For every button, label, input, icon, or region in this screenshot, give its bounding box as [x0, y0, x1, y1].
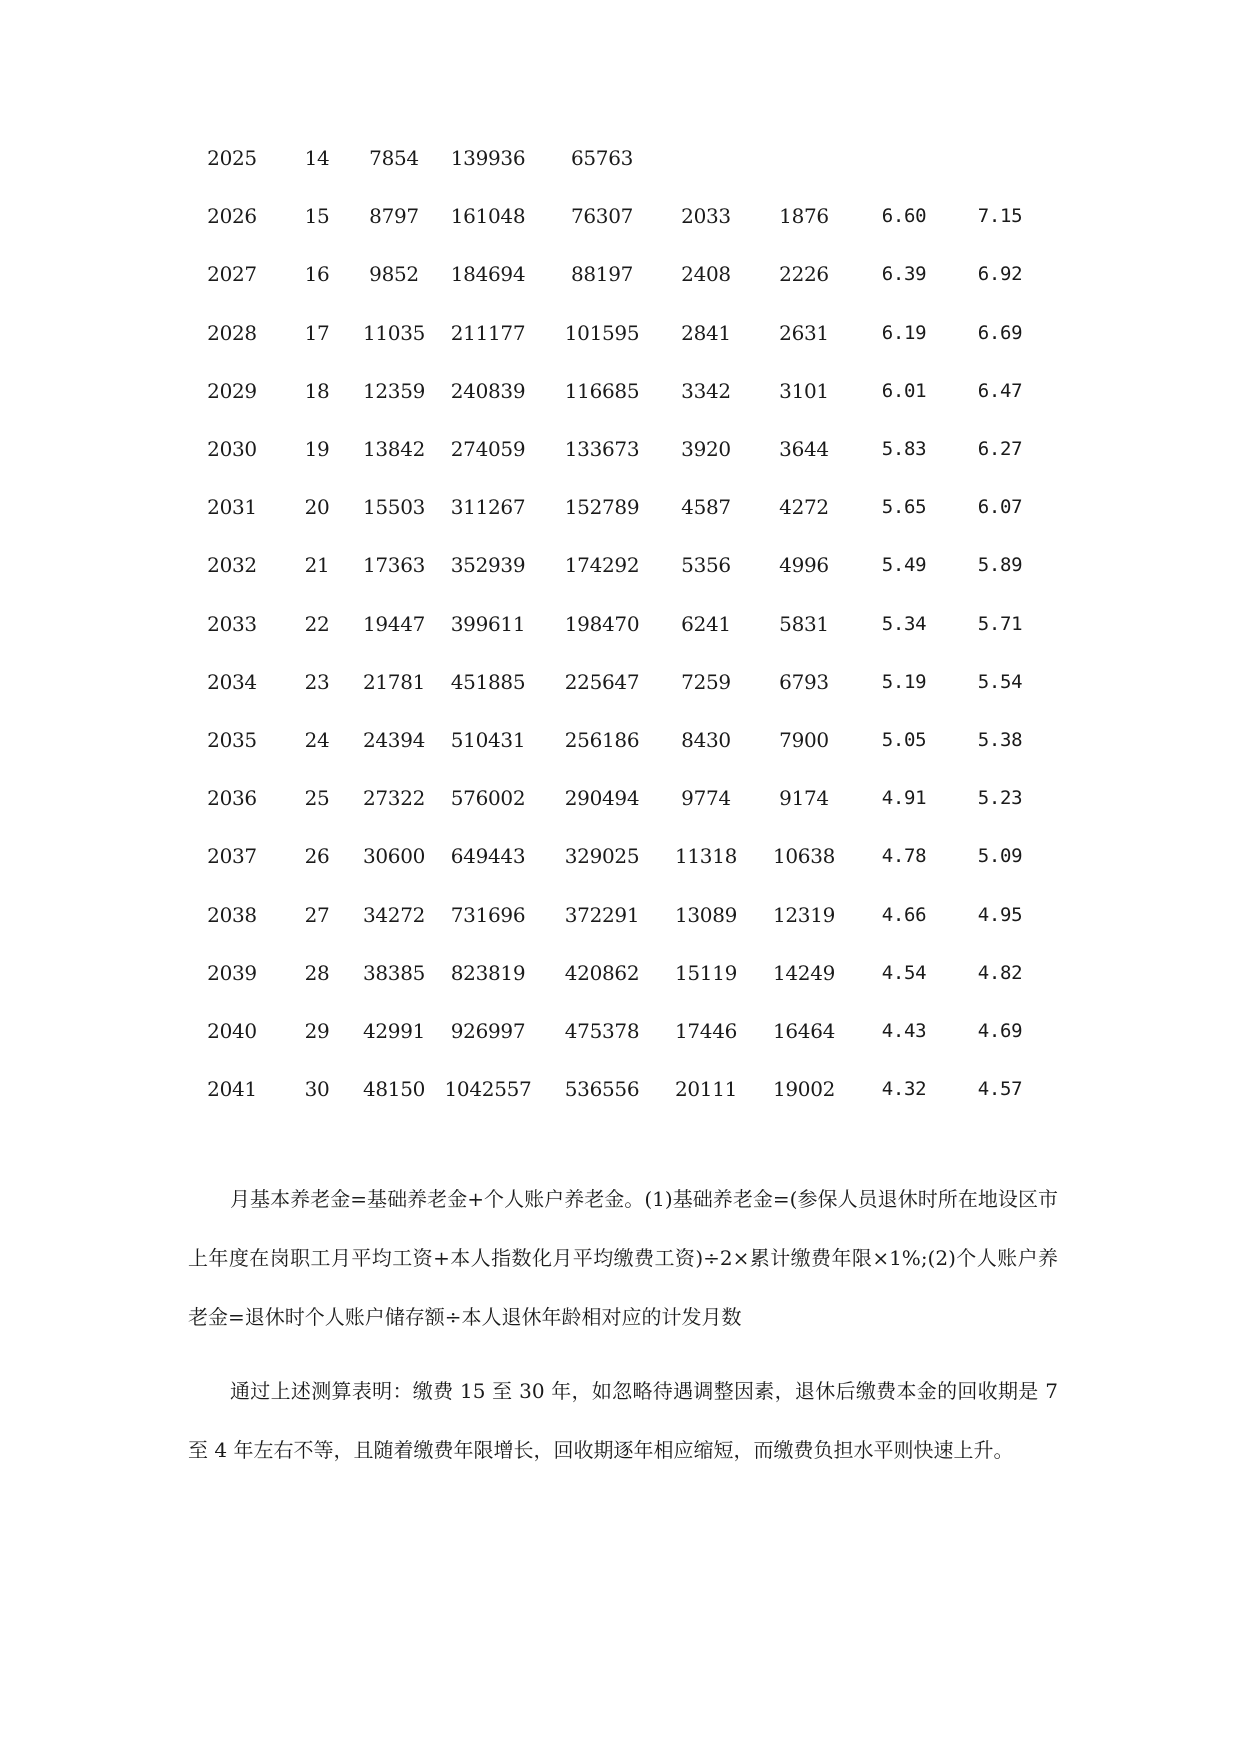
table-row	[0, 662, 1241, 702]
table-cell: 6.19	[881, 321, 927, 344]
conclusion-paragraph: 通过上述测算表明：缴费 15 至 30 年，如忽略待遇调整因素，退休后缴费本金的回收期是 7 至 4 年左右不等，且随着缴费年限增长，回收期逐年相应缩短，而缴费负担水平则快速上升。	[188, 1379, 1058, 1462]
table-cell: 22	[304, 611, 330, 636]
table-cell: 2226	[779, 262, 829, 287]
table-cell: 14	[304, 146, 330, 170]
table-cell: 17	[304, 320, 330, 345]
table-row	[0, 371, 1241, 411]
table-cell: 26	[304, 844, 330, 869]
table-cell: 24	[304, 728, 330, 752]
table-cell: 4996	[779, 553, 829, 578]
table-cell: 139936	[450, 146, 526, 170]
table-cell: 48150	[362, 1077, 426, 1102]
table-cell: 6.47	[977, 379, 1023, 402]
table-cell: 29	[304, 1019, 330, 1043]
table-cell: 2031	[207, 495, 257, 520]
table-cell: 15503	[362, 495, 426, 520]
table-cell: 16464	[772, 1019, 836, 1043]
table-cell: 4.78	[881, 845, 927, 868]
table-cell: 2034	[207, 669, 257, 694]
table-cell: 7900	[779, 728, 829, 752]
table-cell: 536556	[564, 1077, 640, 1102]
table-row	[0, 1011, 1241, 1051]
table-cell: 311267	[450, 495, 526, 520]
table-cell: 926997	[450, 1019, 526, 1043]
table-cell: 2032	[207, 553, 257, 578]
table-cell: 184694	[450, 262, 526, 287]
table-cell: 12359	[362, 378, 426, 403]
table-cell: 13089	[674, 902, 738, 927]
table-cell: 19002	[772, 1077, 836, 1102]
table-row	[0, 138, 1241, 178]
table-cell: 6793	[779, 669, 829, 694]
table-cell: 6.01	[881, 379, 927, 402]
table-cell: 9174	[779, 786, 829, 811]
table-cell: 4.66	[881, 903, 927, 926]
table-cell: 5.09	[977, 845, 1023, 868]
table-cell: 9852	[369, 262, 419, 287]
table-cell: 25	[304, 786, 330, 811]
table-cell: 174292	[564, 553, 640, 578]
formula-paragraph: 月基本养老金=基础养老金+个人账户养老金。(1)基础养老金=(参保人员退休时所在地设区市上年度在岗职工月平均工资+本人指数化月平均缴费工资)÷2×累计缴费年限×1%;(2)个人账户养老金=退休时个人账户储存额÷本人退休年龄相对应的计发月数	[188, 1187, 1058, 1329]
table-cell: 2631	[779, 320, 829, 345]
table-cell: 5.83	[881, 438, 927, 460]
table-cell: 2028	[207, 320, 257, 345]
table-cell: 420862	[564, 960, 640, 985]
table-cell: 2025	[207, 146, 257, 170]
table-cell: 161048	[450, 204, 526, 229]
table-cell: 20111	[674, 1077, 738, 1102]
table-cell: 3101	[779, 378, 829, 403]
table-cell: 4.43	[881, 1020, 927, 1042]
table-cell: 240839	[450, 378, 526, 403]
table-cell	[766, 138, 842, 178]
table-cell: 1042557	[444, 1077, 532, 1102]
table-cell: 30600	[362, 844, 426, 869]
table-row	[0, 1069, 1241, 1109]
table-cell: 23	[304, 669, 330, 694]
table-cell: 7854	[369, 146, 419, 170]
table-cell: 11035	[362, 320, 426, 345]
table-cell: 10638	[772, 844, 836, 869]
table-cell	[958, 138, 1042, 178]
table-cell: 1876	[779, 204, 829, 229]
table-cell: 2841	[681, 320, 731, 345]
table-cell: 2038	[207, 902, 257, 927]
table-cell: 8430	[681, 728, 731, 752]
table-cell: 17363	[362, 553, 426, 578]
table-cell: 5.54	[977, 670, 1023, 693]
table-cell: 510431	[450, 728, 526, 752]
table-cell: 5.38	[977, 729, 1023, 751]
table-cell: 2029	[207, 378, 257, 403]
table-cell: 3920	[681, 437, 731, 461]
table-cell: 2033	[681, 204, 731, 229]
table-row	[0, 196, 1241, 236]
table-cell: 5.89	[977, 554, 1023, 577]
table-cell: 5.49	[881, 554, 927, 577]
table-cell: 65763	[570, 146, 634, 170]
table-cell: 5.65	[881, 496, 927, 519]
table-cell: 116685	[564, 378, 640, 403]
table-cell: 475378	[564, 1019, 640, 1043]
table-cell: 21781	[362, 669, 426, 694]
table-cell: 15119	[674, 960, 738, 985]
table-cell: 5356	[681, 553, 731, 578]
table-cell: 2037	[207, 844, 257, 869]
table-cell: 76307	[570, 204, 634, 229]
table-row	[0, 720, 1241, 760]
table-row	[0, 895, 1241, 935]
table-row	[0, 604, 1241, 644]
table-cell: 5.23	[977, 787, 1023, 810]
table-cell: 3644	[779, 437, 829, 461]
table-cell: 4.82	[977, 961, 1023, 984]
table-cell: 28	[304, 960, 330, 985]
table-cell: 152789	[564, 495, 640, 520]
table-cell: 4587	[681, 495, 731, 520]
table-cell: 5.19	[881, 670, 927, 693]
table-cell: 2039	[207, 960, 257, 985]
table-cell: 5.05	[881, 729, 927, 751]
table-cell: 8797	[369, 204, 419, 229]
table-cell: 34272	[362, 902, 426, 927]
table-cell: 12319	[772, 902, 836, 927]
table-cell: 2041	[207, 1077, 257, 1102]
table-cell: 225647	[564, 669, 640, 694]
table-cell: 24394	[362, 728, 426, 752]
table-cell: 5.71	[977, 612, 1023, 635]
table-cell: 3342	[681, 378, 731, 403]
table-cell: 19	[304, 437, 330, 461]
table-cell: 451885	[450, 669, 526, 694]
table-cell: 88197	[570, 262, 634, 287]
table-cell: 6241	[681, 611, 731, 636]
table-cell: 11318	[674, 844, 738, 869]
table-cell: 2040	[207, 1019, 257, 1043]
table-row	[0, 953, 1241, 993]
table-cell: 290494	[564, 786, 640, 811]
table-cell: 6.92	[977, 263, 1023, 286]
table-cell: 198470	[564, 611, 640, 636]
table-cell: 14249	[772, 960, 836, 985]
table-cell: 274059	[450, 437, 526, 461]
table-cell: 101595	[564, 320, 640, 345]
table-cell: 2030	[207, 437, 257, 461]
table-cell: 4272	[779, 495, 829, 520]
table-row	[0, 836, 1241, 876]
table-cell: 2026	[207, 204, 257, 229]
table-cell: 15	[304, 204, 330, 229]
table-cell: 2033	[207, 611, 257, 636]
table-cell: 6.60	[881, 205, 927, 228]
table-cell: 42991	[362, 1019, 426, 1043]
table-cell: 399611	[450, 611, 526, 636]
table-cell: 6.27	[977, 438, 1023, 460]
table-cell: 133673	[564, 437, 640, 461]
table-cell: 256186	[564, 728, 640, 752]
table-cell: 2027	[207, 262, 257, 287]
table-cell: 4.57	[977, 1078, 1023, 1101]
table-cell: 6.39	[881, 263, 927, 286]
table-cell: 19447	[362, 611, 426, 636]
table-row	[0, 313, 1241, 353]
table-cell: 9774	[681, 786, 731, 811]
table-cell: 4.69	[977, 1020, 1023, 1042]
table-cell: 7.15	[977, 205, 1023, 228]
table-cell: 2036	[207, 786, 257, 811]
table-cell: 731696	[450, 902, 526, 927]
table-row	[0, 429, 1241, 469]
table-cell: 30	[304, 1077, 330, 1102]
table-row	[0, 545, 1241, 585]
table-cell: 27322	[362, 786, 426, 811]
table-cell: 372291	[564, 902, 640, 927]
table-row	[0, 254, 1241, 294]
table-cell: 5831	[779, 611, 829, 636]
table-cell: 16	[304, 262, 330, 287]
table-cell: 4.32	[881, 1078, 927, 1101]
table-cell: 649443	[450, 844, 526, 869]
table-cell: 576002	[450, 786, 526, 811]
table-cell: 6.07	[977, 496, 1023, 519]
table-cell: 7259	[681, 669, 731, 694]
table-cell: 5.34	[881, 612, 927, 635]
table-cell: 18	[304, 378, 330, 403]
table-cell	[668, 138, 744, 178]
table-cell: 4.54	[881, 961, 927, 984]
table-cell	[862, 138, 946, 178]
table-row	[0, 487, 1241, 527]
table-cell: 4.91	[881, 787, 927, 810]
table-cell: 329025	[564, 844, 640, 869]
table-cell: 4.95	[977, 903, 1023, 926]
table-cell: 27	[304, 902, 330, 927]
table-cell: 21	[304, 553, 330, 578]
table-cell: 211177	[450, 320, 526, 345]
table-cell: 20	[304, 495, 330, 520]
table-cell: 6.69	[977, 321, 1023, 344]
table-cell: 2035	[207, 728, 257, 752]
table-cell: 352939	[450, 553, 526, 578]
table-row	[0, 778, 1241, 818]
table-cell: 2408	[681, 262, 731, 287]
table-cell: 17446	[674, 1019, 738, 1043]
table-cell: 823819	[450, 960, 526, 985]
table-cell: 38385	[362, 960, 426, 985]
table-cell: 13842	[362, 437, 426, 461]
